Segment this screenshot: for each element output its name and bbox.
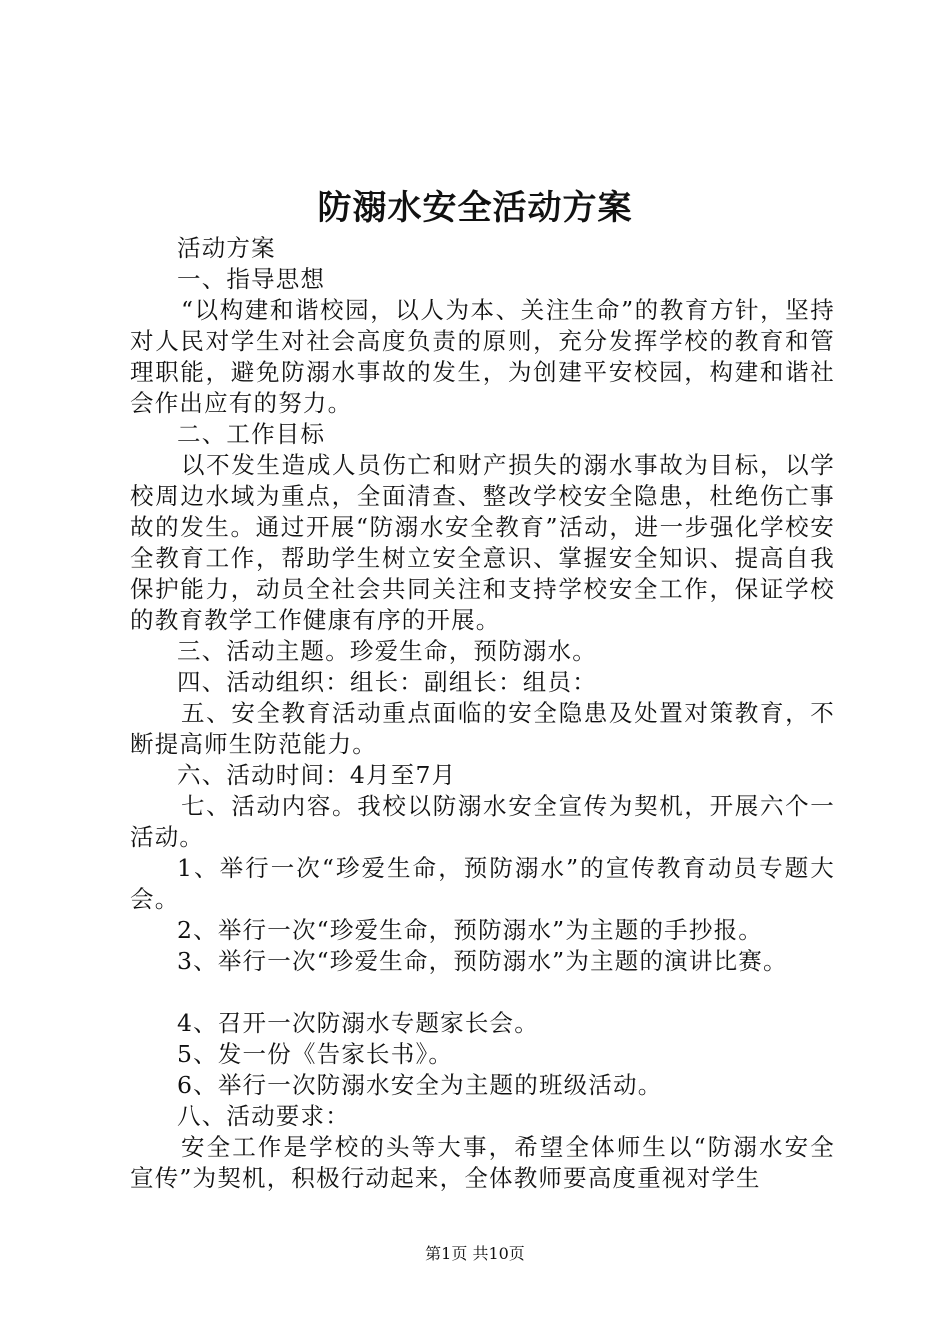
page-footer: 第1页 共10页 — [425, 1244, 525, 1263]
paragraph-activity-requirements: 安全工作是学校的头等大事，希望全体师生以“防溺水安全宣传”为契机，积极行动起来，全体教师要高度重视对学生 — [130, 1133, 835, 1192]
paragraph-guiding-ideology: “以构建和谐校园，以人为本、关注生命”的教育方针，坚持对人民对学生对社会高度负责的原则，充分发挥学校的教育和管理职能，避免防溺水事故的发生，为创建平安校园，构建和谐社会作出应有的努力。 — [130, 296, 835, 417]
list-item-2: 2、举行一次“珍爱生命，预防溺水”为主题的手抄报。 — [177, 916, 763, 944]
heading-work-goals: 二、工作目标 — [177, 420, 326, 448]
paragraph-activity-content: 七、活动内容。我校以防溺水安全宣传为契机，开展六个一活动。 — [130, 792, 835, 851]
paragraph-safety-education: 五、安全教育活动重点面临的安全隐患及处置对策教育，不断提高师生防范能力。 — [130, 699, 835, 758]
list-item-1: 1、举行一次“珍爱生命，预防溺水”的宣传教育动员专题大会。 — [130, 854, 835, 913]
document-body — [130, 233, 835, 1194]
list-item-5: 5、发一份《告家长书》。 — [177, 1040, 454, 1068]
paragraph-work-goals: 以不发生造成人员伤亡和财产损失的溺水事故为目标，以学校周边水域为重点，全面清查、整改学校安全隐患，杜绝伤亡事故的发生。通过开展“防溺水安全教育”活动，进一步强化学校安全教育工作，帮助学生树立安全意识、掌握安全知识、提高自我保护能力，动员全社会共同关注和支持学校安全工作，保证学校的教育教学工作健康有序的开展。 — [130, 451, 835, 634]
heading-activity-requirements: 八、活动要求： — [177, 1102, 350, 1130]
paragraph-activity-theme: 三、活动主题。珍爱生命，预防溺水。 — [177, 637, 597, 665]
paragraph-section-label: 活动方案 — [177, 234, 276, 262]
paragraph-activity-organization: 四、活动组织：组长：副组长：组员： — [177, 668, 597, 696]
paragraph-activity-time: 六、活动时间：4月至7月 — [177, 761, 457, 789]
list-item-3: 3、举行一次“珍爱生命，预防溺水”为主题的演讲比赛。 — [177, 947, 788, 975]
list-item-4: 4、召开一次防溺水专题家长会。 — [177, 1009, 539, 1037]
heading-guiding-ideology: 一、指导思想 — [177, 265, 326, 293]
document-title: 防溺水安全活动方案 — [317, 188, 633, 228]
list-item-6: 6、举行一次防溺水安全为主题的班级活动。 — [177, 1071, 663, 1099]
